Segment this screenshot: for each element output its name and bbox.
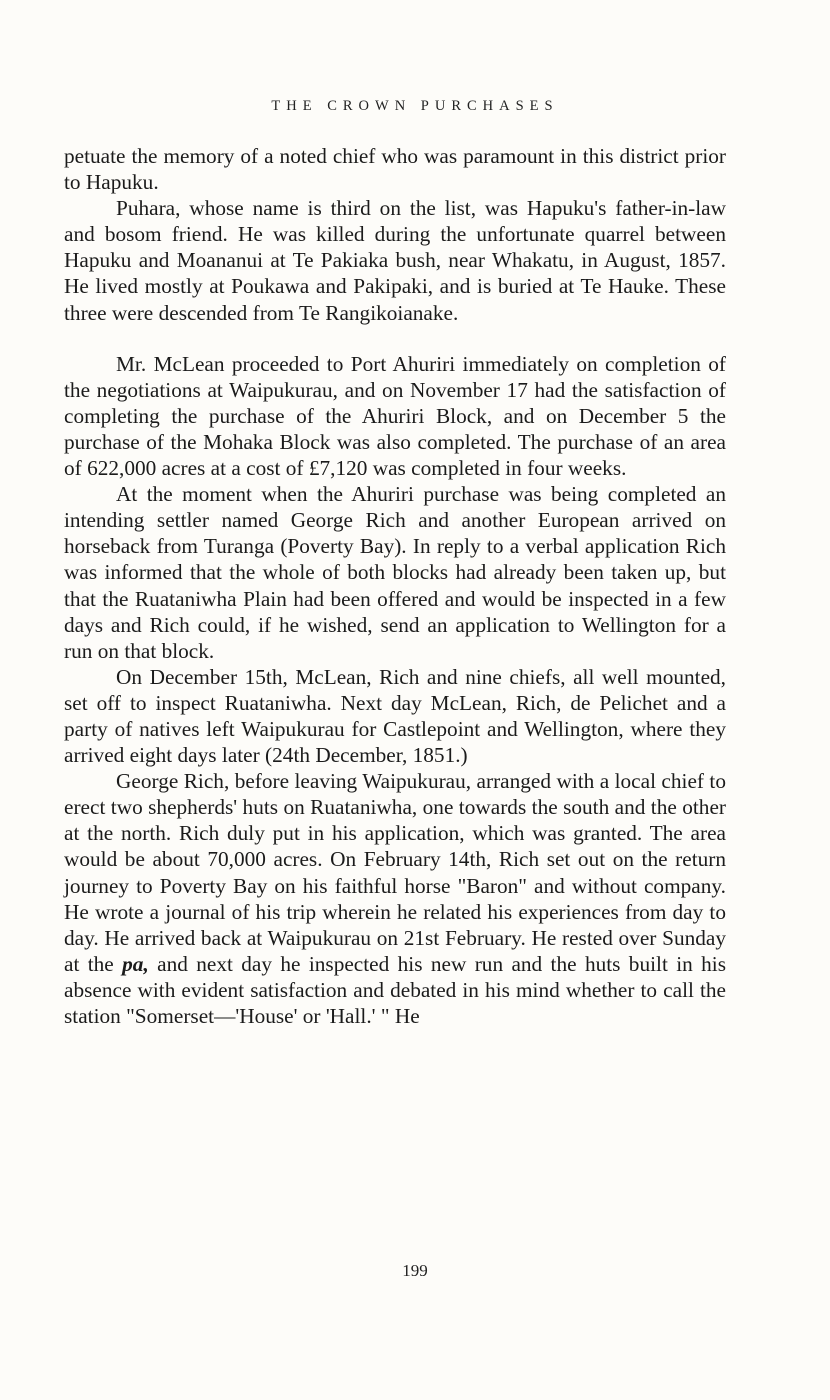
- paragraph-puhara: Puhara, whose name is third on the list, was Hapuku's father-in-law and bosom friend. He was killed during the unfortunate quarrel between Hapuku and Moananui at Te Pakiaka bush, near Whakatu, in August, 1857. He lived mostly at Poukawa and Pakipaki, and is buried at Te Hauke. These three were descended from Te Rangikoianake.: [64, 196, 726, 325]
- pa-word: pa,: [122, 951, 149, 976]
- running-head: THE CROWN PURCHASES: [271, 98, 559, 114]
- paragraph-ruataniwha-inspection: On December 15th, McLean, Rich and nine chiefs, all well mounted, set off to inspect Ruataniwha. Next day McLean, Rich, de Pelichet and a party of natives left Waipukurau for Castlepoint and Wellington, where they arrived eight days later (24th December, 1851.): [64, 664, 726, 768]
- paragraph-mclean-purchase: Mr. McLean proceeded to Port Ahuriri immediately on completion of the negotiations at Waipukurau, and on November 17 had the satisfaction of completing the purchase of the Ahuriri Block, and on December 5 the purchase of the Mohaka Block was also completed. The purchase of an area of 622,000 acres at a cost of £7,120 was completed in four weeks.: [64, 351, 726, 481]
- paragraph-george-rich-ending: and next day he inspected his new run and the huts built in his absence with evident satisfaction and debated in his mind whether to call the station "Somerset—'House' or 'Hall.' " He: [64, 951, 727, 1028]
- paragraph-george-rich-text: George Rich, before leaving Waipukurau, arranged with a local chief to erect two shepherds' huts on Ruataniwha, one towards the south and the other at the north. Rich duly put in his application, which was granted. The area would be about 70,000 acres. On February 14th, Rich set out on the return journey to Poverty Bay on his faithful horse "Baron" and without company. He wrote a journal of his trip wherein he related his experiences from day to day. He arrived back at Waipukurau on 21st February. He rested over Sunday at the: [64, 769, 726, 976]
- page-number: 199: [402, 1261, 428, 1280]
- body-text: [64, 143, 726, 1029]
- paragraph-continuation: petuate the memory of a noted chief who was paramount in this district prior to Hapuku.: [64, 144, 726, 195]
- paragraph-george-rich: [64, 768, 726, 1029]
- paragraph-ahuriri-purchase: At the moment when the Ahuriri purchase was being completed an intending settler named George Rich and another European arrived on horseback from Turanga (Poverty Bay). In reply to a verbal application Rich was informed that the whole of both blocks had already been taken up, but that the Ruataniwha Plain had been offered and would be inspected in a few days and Rich could, if he wished, send an application to Wellington for a run on that block.: [64, 482, 726, 663]
